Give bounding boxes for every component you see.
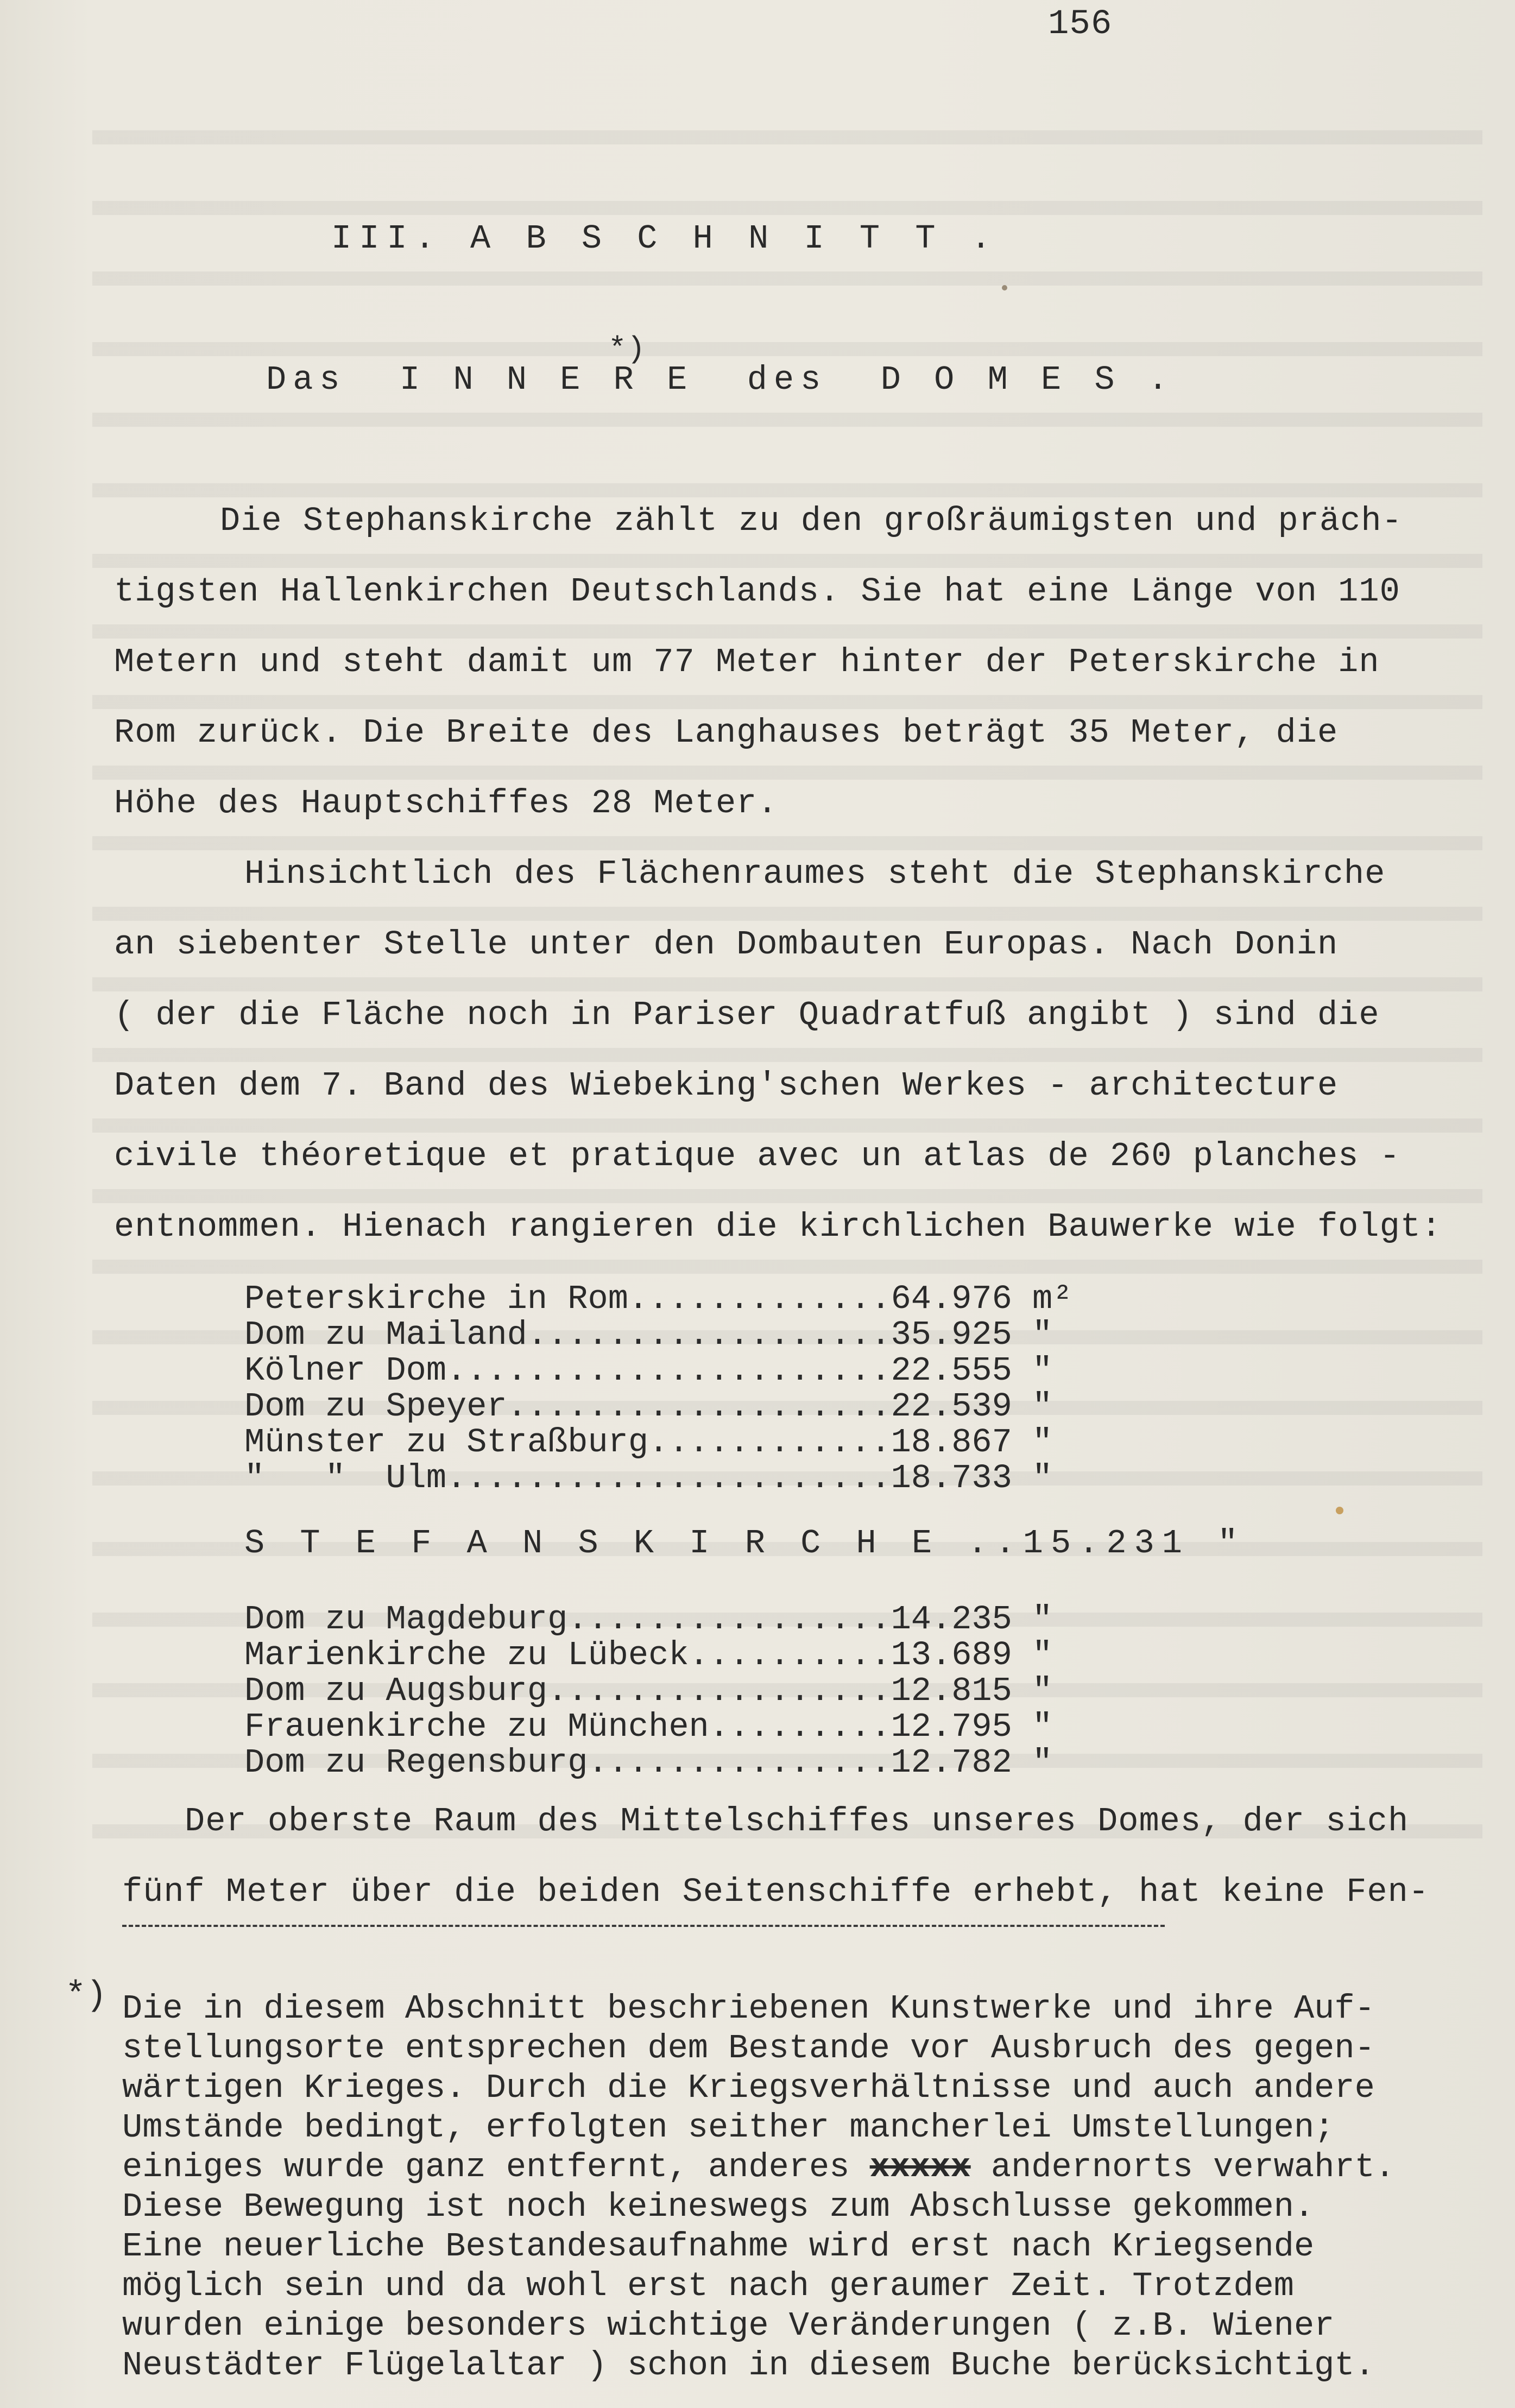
table-row: Dom zu Mailand..................35.925 "	[244, 1316, 1053, 1354]
paragraph-line: ( der die Fläche noch in Pariser Quadratfuß angibt ) sind die	[114, 996, 1380, 1034]
footnote-line-text: einiges wurde ganz entfernt, anderes	[122, 2148, 850, 2186]
paragraph-line: an siebenter Stelle unter den Dombauten Europas. Nach Donin	[114, 925, 1339, 964]
paragraph-line: Der oberste Raum des Mittelschiffes unseres Domes, der sich	[185, 1802, 1409, 1841]
paragraph-line: Rom zurück. Die Breite des Langhauses beträgt 35 Meter, die	[114, 713, 1339, 752]
table-row: Frauenkirche zu München.........12.795 "	[244, 1708, 1053, 1746]
paragraph-line: tigsten Hallenkirchen Deutschlands. Sie hat eine Länge von 110	[114, 572, 1400, 611]
table-row: Peterskirche in Rom.............64.976 m²	[244, 1280, 1073, 1318]
footnote-line: Diese Bewegung ist noch keineswegs zum Abschlusse gekommen.	[122, 2188, 1315, 2226]
footnote-line: möglich sein und da wohl erst nach geraumer Zeit. Trotzdem	[122, 2267, 1294, 2305]
footnote-line: wurden einige besonders wichtige Veränderungen ( z.B. Wiener	[122, 2306, 1335, 2345]
footnote-line: Eine neuerliche Bestandesaufnahme wird erst nach Kriegsende	[122, 2227, 1315, 2266]
table-row: " " Ulm......................18.733 "	[244, 1459, 1053, 1497]
table-row: Dom zu Speyer...................22.539 "	[244, 1387, 1053, 1426]
paragraph-line: Daten dem 7. Band des Wiebeking'schen Werkes - architecture	[114, 1066, 1339, 1105]
paragraph-line: Höhe des Hauptschiffes 28 Meter.	[114, 784, 778, 823]
footnote-line: stellungsorte entsprechen dem Bestande vor Ausbruch des gegen-	[122, 2029, 1375, 2068]
table-row-highlight: S T E F A N S K I R C H E ..15.231 "	[244, 1524, 1246, 1563]
footnote-line: Die in diesem Abschnitt beschriebenen Kunstwerke und ihre Auf-	[122, 1989, 1375, 2028]
footnote-line-tail: andernorts verwahrt.	[990, 2148, 1396, 2186]
table-row: Kölner Dom......................22.555 "	[244, 1351, 1053, 1390]
table-row: Münster zu Straßburg............18.867 "	[244, 1423, 1053, 1462]
table-row: Dom zu Regensburg...............12.782 "	[244, 1743, 1053, 1782]
paragraph-line: Hinsichtlich des Flächenraumes steht die Stephanskirche	[244, 855, 1386, 893]
section-heading: III. A B S C H N I T T .	[331, 219, 999, 258]
paper-spot	[1002, 285, 1007, 290]
footnote-line	[122, 2148, 1395, 2186]
footnote-divider	[122, 1925, 1165, 1927]
subheading: Das I N N E R E des D O M E S .	[266, 361, 1175, 399]
table-row: Dom zu Magdeburg................14.235 "	[244, 1600, 1053, 1639]
paragraph-line: entnommen. Hienach rangieren die kirchlichen Bauwerke wie folgt:	[114, 1208, 1442, 1246]
paragraph-line: Die Stephanskirche zählt zu den großräumigsten und präch-	[220, 502, 1403, 540]
footnote-reference: *)	[608, 332, 646, 366]
footnote-marker: *)	[65, 1976, 107, 2015]
struck-word: xxxxx	[869, 2148, 971, 2186]
table-row: Marienkirche zu Lübeck..........13.689 "	[244, 1636, 1053, 1674]
paragraph-line: fünf Meter über die beiden Seitenschiffe erhebt, hat keine Fen-	[122, 1873, 1429, 1911]
footnote-line: wärtigen Krieges. Durch die Kriegsverhältnisse und auch andere	[122, 2069, 1375, 2107]
paragraph-line: civile théoretique et pratique avec un atlas de 260 planches -	[114, 1137, 1400, 1175]
paper-spot	[1336, 1507, 1343, 1514]
table-row: Dom zu Augsburg.................12.815 "	[244, 1672, 1053, 1710]
page-number: 156	[1048, 5, 1113, 44]
paragraph-line: Metern und steht damit um 77 Meter hinter der Peterskirche in	[114, 643, 1380, 681]
footnote-line: Neustädter Flügelaltar ) schon in diesem Buche berücksichtigt.	[122, 2346, 1375, 2385]
footnote-line: Umstände bedingt, erfolgten seither mancherlei Umstellungen;	[122, 2108, 1335, 2147]
